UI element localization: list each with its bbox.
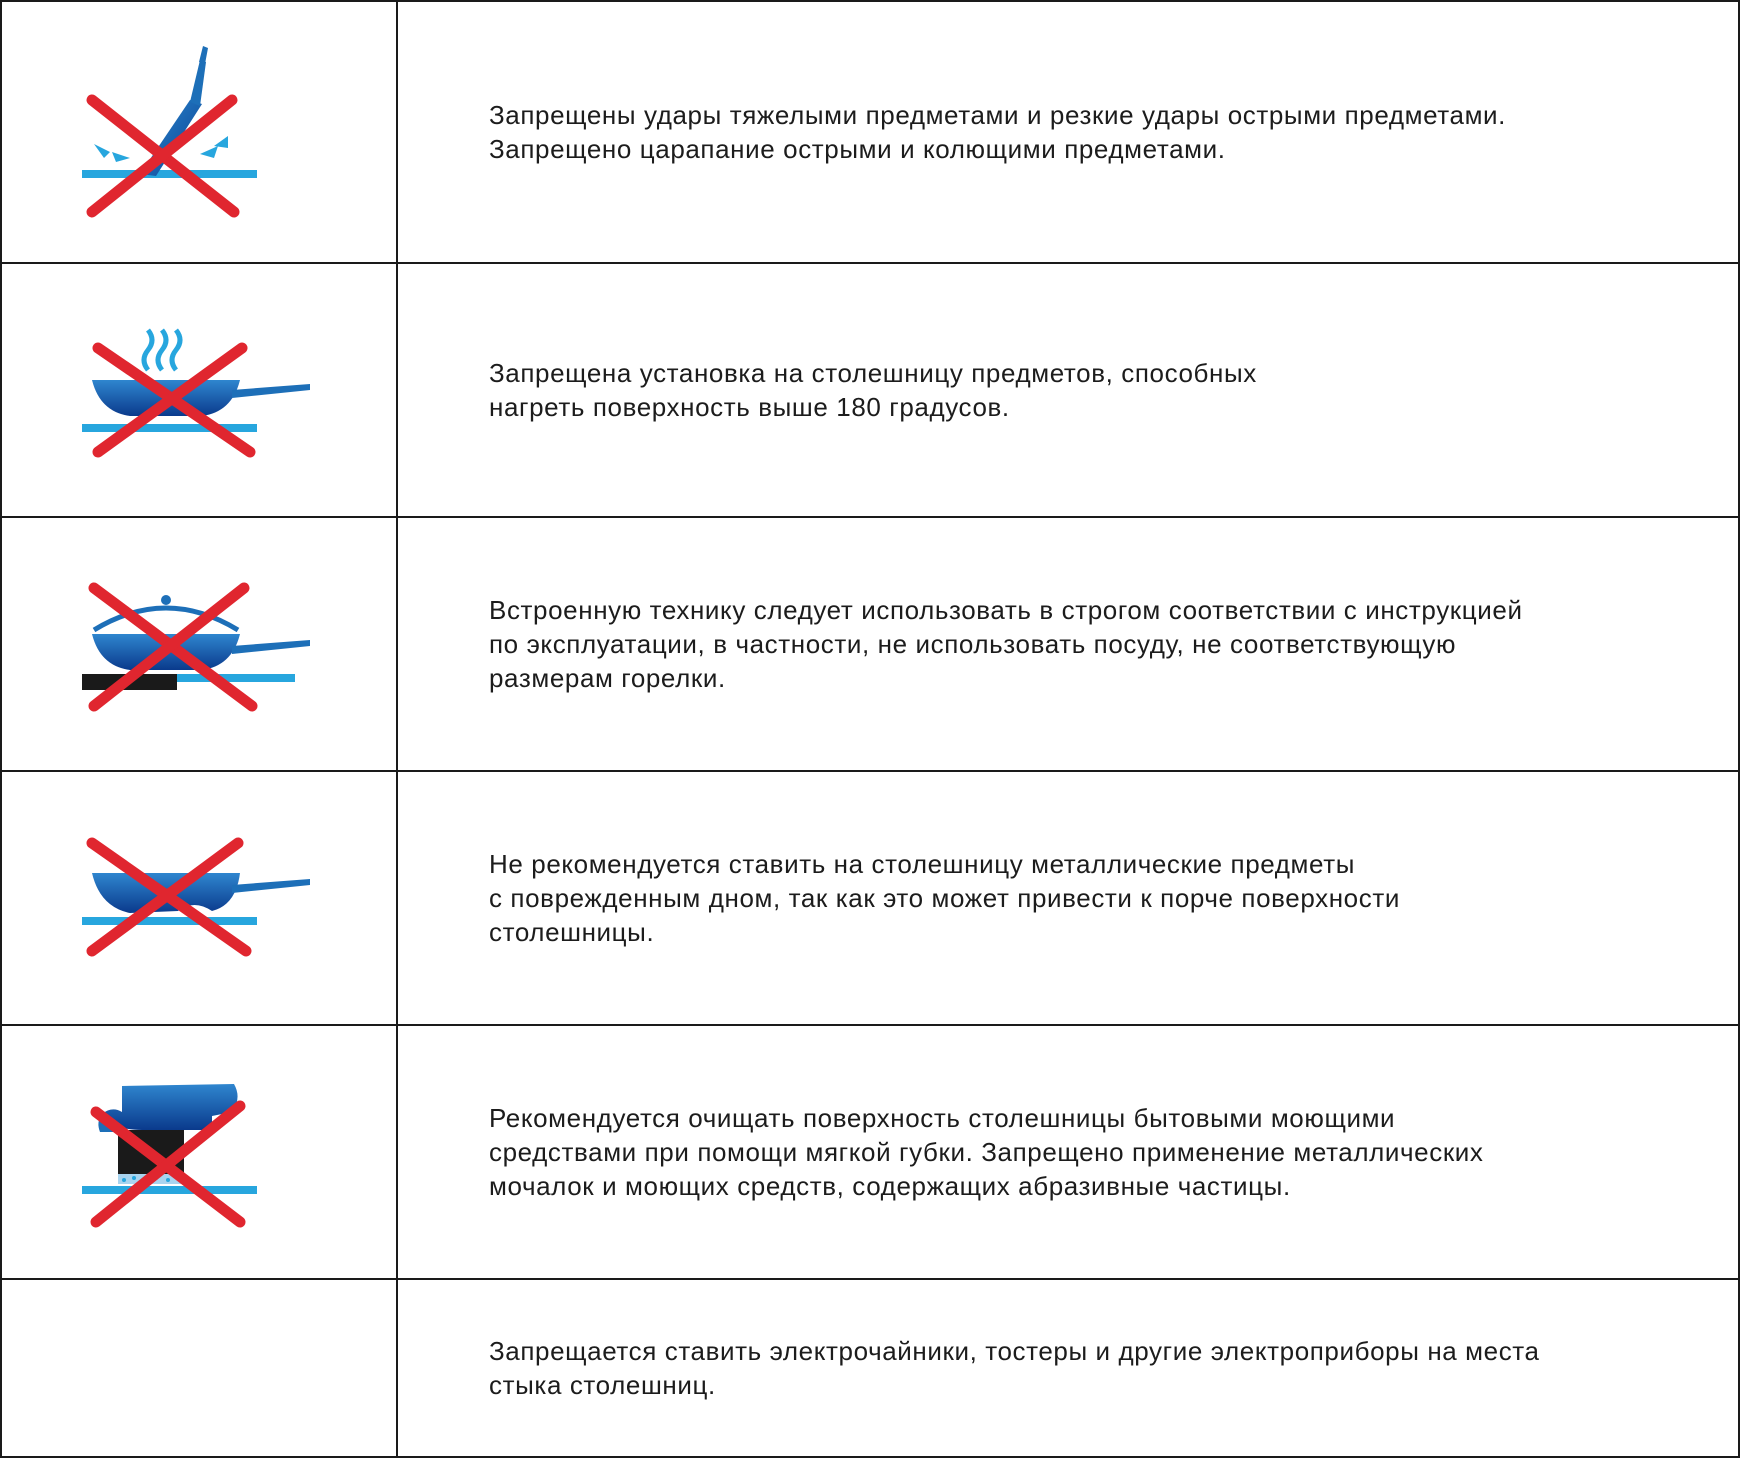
rule-row <box>1 1 1739 263</box>
rule-text-cell <box>397 771 1739 1025</box>
rule-text-cell <box>397 1025 1739 1279</box>
icon-cell <box>1 263 397 517</box>
rule-text: Запрещены удары тяжелыми предметами и резкие удары острыми предметами. Запрещено царапание острыми и колющими предметами. <box>489 100 1506 164</box>
icon-cell <box>1 517 397 771</box>
rule-text: Запрещена установка на столешницу предметов, способных нагреть поверхность выше 180 градусов. <box>489 358 1257 422</box>
icon-cell <box>1 1025 397 1279</box>
rule-text-cell <box>397 263 1739 517</box>
rule-text: Встроенную технику следует использовать в строгом соответствии с инструкцией по эксплуатации, в частности, не использовать посуду, не соответствующую размерам горелки. <box>489 595 1523 693</box>
rule-text: Запрещается ставить электрочайники, тостеры и другие электроприборы на места стыка столешниц. <box>489 1336 1540 1400</box>
icon-cell <box>1 771 397 1025</box>
rule-text-cell <box>397 1 1739 263</box>
rule-row <box>1 1279 1739 1457</box>
rule-row <box>1 517 1739 771</box>
abrasive-scrubbing-prohibited-icon <box>82 1072 272 1232</box>
rule-text: Не рекомендуется ставить на столешницу металлические предметы с поврежденным дном, так как это может привести к порче поверхности столешницы. <box>489 849 1400 947</box>
hot-pan-prohibited-icon <box>82 320 312 460</box>
knife-strike-prohibited-icon <box>82 42 272 222</box>
rule-text-cell <box>397 1279 1739 1457</box>
covered-pan-on-burner-prohibited-icon <box>82 574 312 714</box>
rule-text-cell <box>397 517 1739 771</box>
rule-row <box>1 1025 1739 1279</box>
rule-row <box>1 263 1739 517</box>
icon-cell-empty <box>1 1279 397 1457</box>
rule-text: Рекомендуется очищать поверхность столешницы бытовыми моющими средствами при помощи мягкой губки. Запрещено применение металлических мочалок и моющих средств, содержащих абразивные частицы. <box>489 1103 1484 1201</box>
rule-row <box>1 771 1739 1025</box>
icon-cell <box>1 1 397 263</box>
damaged-pan-prohibited-icon <box>82 833 312 963</box>
